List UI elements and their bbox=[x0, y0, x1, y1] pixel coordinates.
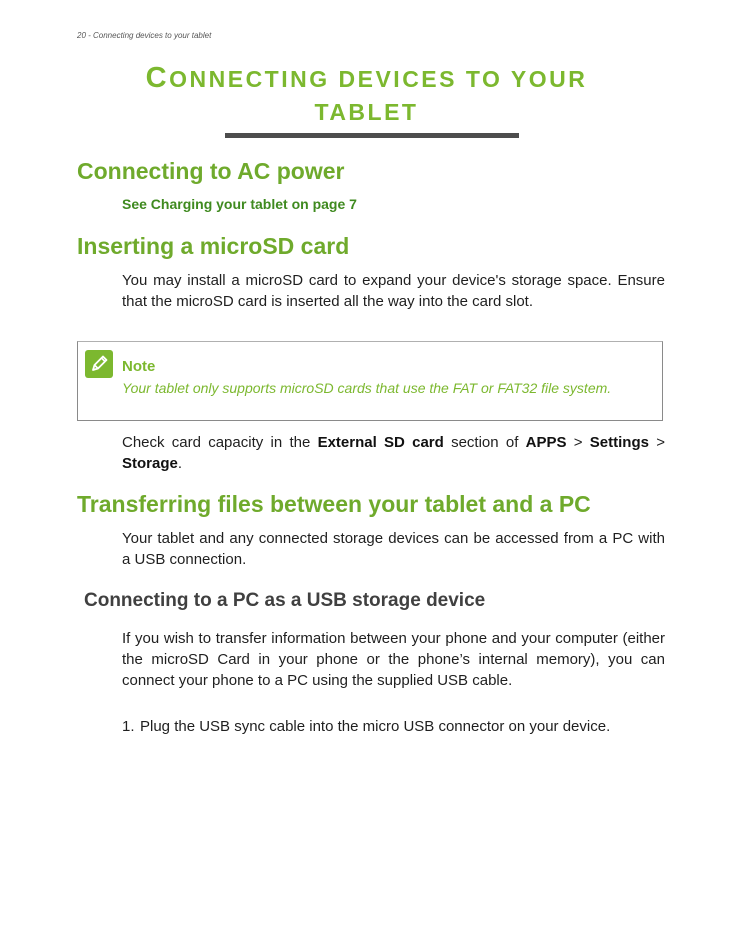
pencil-icon bbox=[85, 350, 113, 378]
heading-microsd: Inserting a microSD card bbox=[77, 233, 350, 259]
external-sd-label: External SD card bbox=[317, 434, 444, 451]
transfer-paragraph: Your tablet and any connected storage devices can be accessed from a PC with a USB connection. bbox=[122, 530, 665, 568]
check-sep-2: > bbox=[648, 434, 665, 451]
storage-label: Storage bbox=[122, 455, 178, 472]
check-text-2: section of bbox=[443, 434, 526, 451]
running-header: 20 - Connecting devices to your tablet bbox=[77, 31, 212, 40]
heading-ac-power: Connecting to AC power bbox=[77, 158, 345, 184]
check-text-1: Check card capacity in the bbox=[122, 434, 318, 451]
chapter-rule bbox=[225, 133, 519, 138]
note-body: Your tablet only supports microSD cards that use the FAT or FAT32 file system. bbox=[122, 380, 612, 396]
chapter-title-line1 bbox=[0, 62, 733, 96]
note-box bbox=[77, 341, 663, 421]
heading-usb-storage: Connecting to a PC as a USB storage device bbox=[84, 590, 486, 611]
apps-label: APPS bbox=[525, 434, 567, 451]
chapter-title-line2: TABLET bbox=[314, 99, 419, 125]
charging-link[interactable]: See Charging your tablet on page 7 bbox=[122, 196, 357, 212]
check-sep-1: > bbox=[566, 434, 590, 451]
list-item bbox=[122, 716, 665, 737]
check-end: . bbox=[177, 455, 183, 472]
chapter-title-initial: C bbox=[145, 62, 170, 94]
step-number: 1. bbox=[122, 718, 135, 735]
note-title: Note bbox=[122, 358, 156, 375]
chapter-title-line1-rest: ONNECTING DEVICES TO YOUR bbox=[169, 66, 588, 92]
usb-storage-paragraph: If you wish to transfer information between your phone and your computer (either the microSD Card in your phone or the phone’s internal memory), you can connect your phone to a PC using the supplied USB cable. bbox=[122, 630, 665, 689]
settings-label: Settings bbox=[589, 434, 649, 451]
check-capacity-paragraph bbox=[122, 432, 665, 474]
microsd-paragraph: You may install a microSD card to expand your device's storage space. Ensure that the microSD card is inserted all the way into the card slot. bbox=[122, 272, 665, 310]
chapter-title bbox=[0, 62, 733, 129]
heading-transfer: Transferring files between your tablet and a PC bbox=[77, 491, 591, 517]
step-text: Plug the USB sync cable into the micro USB connector on your device. bbox=[140, 718, 611, 735]
